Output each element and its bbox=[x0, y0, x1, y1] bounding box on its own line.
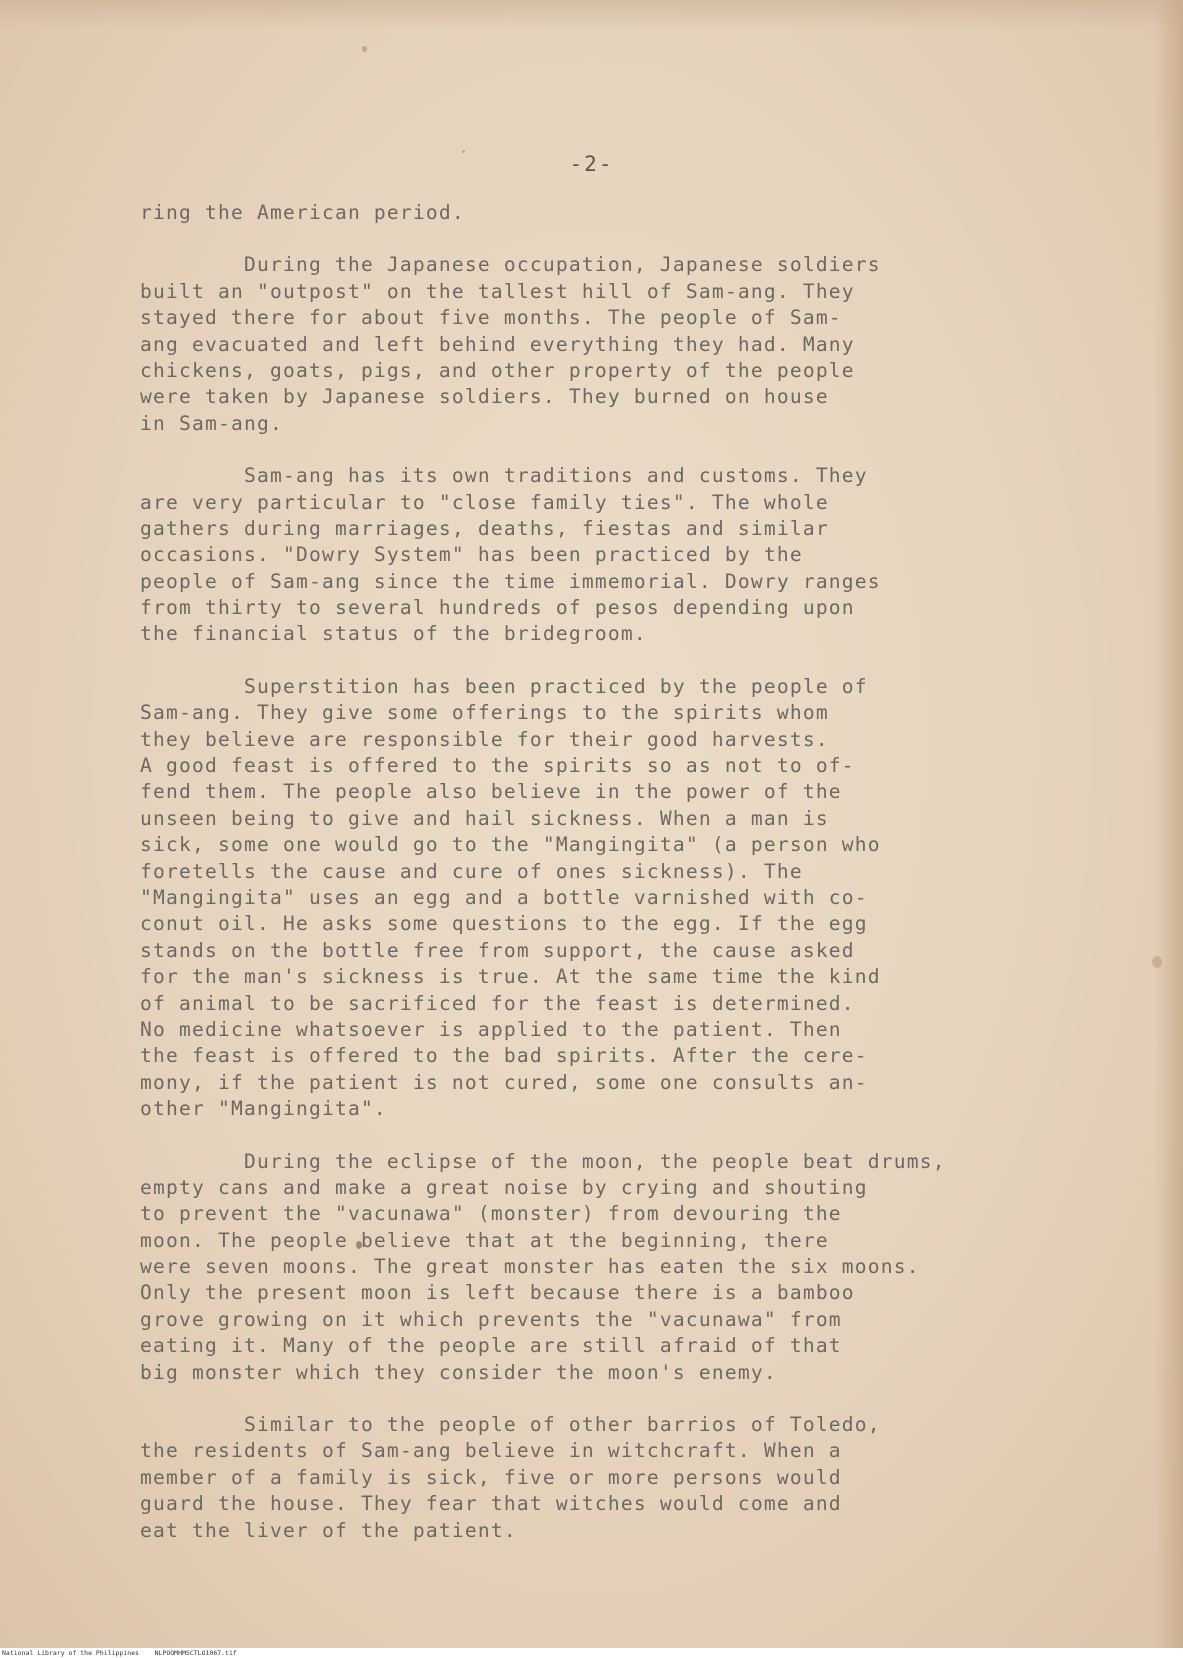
text-line: the feast is offered to the bad spirits. After the cere- bbox=[140, 1044, 868, 1068]
text-line: During the eclipse of the moon, the people beat drums, bbox=[140, 1149, 946, 1173]
text-line: occasions. "Dowry System" has been practiced by the bbox=[140, 543, 803, 567]
text-line: No medicine whatsoever is applied to the patient. Then bbox=[140, 1017, 842, 1041]
text-line: mony, if the patient is not cured, some one consults an- bbox=[140, 1070, 868, 1094]
ink-speck bbox=[362, 46, 367, 52]
text-line: were taken by Japanese soldiers. They burned on house bbox=[140, 385, 829, 409]
document-body bbox=[140, 200, 1040, 1544]
text-line: of animal to be sacrificed for the feast is determined. bbox=[140, 991, 855, 1015]
text-line: grove growing on it which prevents the "vacunawa" from bbox=[140, 1307, 842, 1331]
paragraph bbox=[140, 674, 1040, 1123]
page-right-shadow bbox=[1155, 0, 1183, 1648]
paragraph bbox=[140, 1149, 1040, 1387]
text-line: foretells the cause and cure of ones sickness). The bbox=[140, 859, 803, 883]
footer-caption: National Library of the Philippines NLPOOMHMSCTLO1067.tif bbox=[2, 1649, 237, 1657]
text-line: gathers during marriages, deaths, fiestas and similar bbox=[140, 516, 829, 540]
text-line: to prevent the "vacunawa" (monster) from devouring the bbox=[140, 1202, 842, 1226]
text-line: member of a family is sick, five or more persons would bbox=[140, 1465, 842, 1489]
paragraph bbox=[140, 1412, 1040, 1544]
text-line: unseen being to give and hail sickness. When a man is bbox=[140, 806, 829, 830]
text-line: eat the liver of the patient. bbox=[140, 1518, 517, 1542]
text-line: chickens, goats, pigs, and other property of the people bbox=[140, 358, 855, 382]
text-line: Sam-ang. They give some offerings to the spirits whom bbox=[140, 701, 829, 725]
text-line: Superstition has been practiced by the people of bbox=[140, 674, 868, 698]
text-line: moon. The people believe that at the beginning, there bbox=[140, 1228, 829, 1252]
text-line: stands on the bottle free from support, the cause asked bbox=[140, 938, 855, 962]
text-line: stayed there for about five months. The people of Sam- bbox=[140, 306, 842, 330]
text-line: Similar to the people of other barrios of Toledo, bbox=[140, 1413, 881, 1437]
text-line: Only the present moon is left because there is a bamboo bbox=[140, 1281, 855, 1305]
text-line: other "Mangingita". bbox=[140, 1097, 387, 1121]
text-line: in Sam-ang. bbox=[140, 411, 283, 435]
text-line: eating it. Many of the people are still afraid of that bbox=[140, 1334, 842, 1358]
text-line: ring the American period. bbox=[140, 201, 465, 224]
ink-speck bbox=[1152, 956, 1162, 968]
page-number: -2- bbox=[569, 152, 614, 176]
text-line: people of Sam-ang since the time immemorial. Dowry ranges bbox=[140, 569, 881, 593]
text-line: big monster which they consider the moon's enemy. bbox=[140, 1360, 777, 1384]
text-line: "Mangingita" uses an egg and a bottle varnished with co- bbox=[140, 885, 868, 909]
text-line: for the man's sickness is true. At the same time the kind bbox=[140, 965, 881, 989]
text-line: conut oil. He asks some questions to the egg. If the egg bbox=[140, 912, 868, 936]
text-line: built an "outpost" on the tallest hill of Sam-ang. They bbox=[140, 279, 855, 303]
text-line: guard the house. They fear that witches would come and bbox=[140, 1492, 842, 1516]
paragraph bbox=[140, 252, 1040, 437]
text-line: from thirty to several hundreds of pesos depending upon bbox=[140, 596, 855, 620]
text-line: empty cans and make a great noise by crying and shouting bbox=[140, 1175, 868, 1199]
page-top-shadow bbox=[0, 0, 1183, 30]
text-line: are very particular to "close family ties". The whole bbox=[140, 490, 829, 514]
text-line: the residents of Sam-ang believe in witchcraft. When a bbox=[140, 1439, 842, 1463]
text-line: sick, some one would go to the "Mangingita" (a person who bbox=[140, 833, 881, 857]
text-line: ang evacuated and left behind everything they had. Many bbox=[140, 332, 855, 356]
paragraph bbox=[140, 463, 1040, 648]
text-line: During the Japanese occupation, Japanese soldiers bbox=[140, 253, 881, 277]
paragraph bbox=[140, 200, 1040, 226]
scan-footer bbox=[0, 1648, 1183, 1658]
text-line: Sam-ang has its own traditions and customs. They bbox=[140, 464, 868, 488]
text-line: A good feast is offered to the spirits so as not to of- bbox=[140, 754, 855, 778]
text-line: fend them. The people also believe in the power of the bbox=[140, 780, 842, 804]
text-line: the financial status of the bridegroom. bbox=[140, 622, 647, 646]
text-line: were seven moons. The great monster has eaten the six moons. bbox=[140, 1255, 920, 1279]
text-line: they believe are responsible for their good harvests. bbox=[140, 727, 829, 751]
